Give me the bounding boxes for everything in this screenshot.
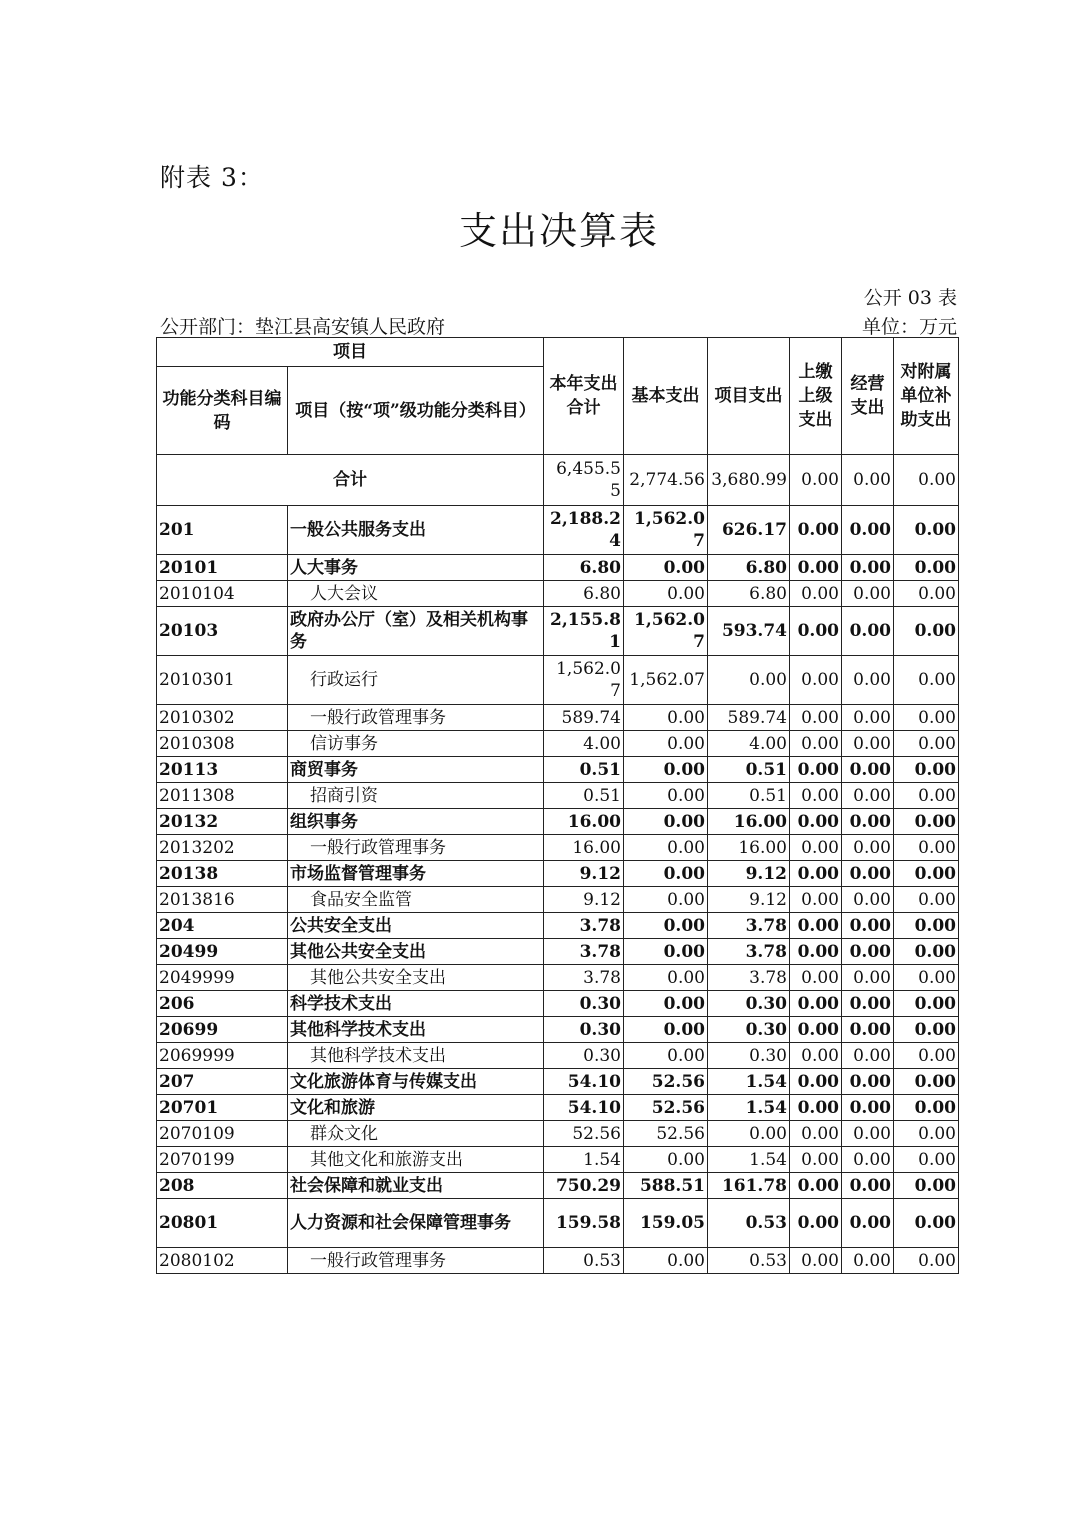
table-row <box>157 1017 959 1043</box>
table-row <box>157 506 959 555</box>
name-cell: 社会保障和就业支出 <box>288 1173 544 1199</box>
upper-cell: 0.00 <box>790 861 842 887</box>
subsidy-cell: 0.00 <box>894 705 959 731</box>
name-cell: 一般行政管理事务 <box>288 835 544 861</box>
total-cell: 16.00 <box>544 809 624 835</box>
basic-cell: 0.00 <box>624 1017 708 1043</box>
total-cell: 6,455.55 <box>544 455 624 506</box>
unit-label: 单位：万元 <box>861 316 957 338</box>
business-cell: 0.00 <box>842 607 894 656</box>
expenditure-table <box>156 337 959 1274</box>
subsidy-cell: 0.00 <box>894 455 959 506</box>
basic-cell: 0.00 <box>624 913 708 939</box>
table-row <box>157 1199 959 1248</box>
project-cell: 593.74 <box>708 607 790 656</box>
total-cell: 159.58 <box>544 1199 624 1248</box>
total-cell: 0.51 <box>544 757 624 783</box>
basic-cell: 0.00 <box>624 757 708 783</box>
business-cell: 0.00 <box>842 887 894 913</box>
total-cell: 4.00 <box>544 731 624 757</box>
upper-cell: 0.00 <box>790 1069 842 1095</box>
total-cell: 1,562.07 <box>544 656 624 705</box>
upper-cell: 0.00 <box>790 1121 842 1147</box>
name-cell: 其他公共安全支出 <box>288 965 544 991</box>
upper-cell: 0.00 <box>790 506 842 555</box>
basic-cell: 1,562.07 <box>624 506 708 555</box>
basic-cell: 0.00 <box>624 939 708 965</box>
page-title: 支出决算表 <box>458 209 659 253</box>
header-item: 项目 <box>157 338 544 367</box>
table-row <box>157 1147 959 1173</box>
subsidy-cell: 0.00 <box>894 991 959 1017</box>
project-cell: 6.80 <box>708 555 790 581</box>
subsidy-cell: 0.00 <box>894 1069 959 1095</box>
project-cell: 3.78 <box>708 913 790 939</box>
project-cell: 0.53 <box>708 1248 790 1274</box>
subsidy-cell: 0.00 <box>894 1199 959 1248</box>
table-body <box>157 455 959 1274</box>
subsidy-cell: 0.00 <box>894 939 959 965</box>
basic-cell: 1,562.07 <box>624 656 708 705</box>
subsidy-cell: 0.00 <box>894 757 959 783</box>
total-cell: 3.78 <box>544 965 624 991</box>
subsidy-cell: 0.00 <box>894 607 959 656</box>
basic-cell: 0.00 <box>624 991 708 1017</box>
upper-cell: 0.00 <box>790 455 842 506</box>
business-cell: 0.00 <box>842 939 894 965</box>
business-cell: 0.00 <box>842 656 894 705</box>
header-total: 本年支出合计 <box>544 338 624 455</box>
basic-cell: 0.00 <box>624 555 708 581</box>
code-cell: 208 <box>157 1173 288 1199</box>
table-row <box>157 1043 959 1069</box>
business-cell: 0.00 <box>842 1095 894 1121</box>
business-cell: 0.00 <box>842 861 894 887</box>
upper-cell: 0.00 <box>790 783 842 809</box>
header-code: 功能分类科目编码 <box>157 367 288 455</box>
upper-cell: 0.00 <box>790 1248 842 1274</box>
table-row <box>157 581 959 607</box>
basic-cell: 0.00 <box>624 861 708 887</box>
code-cell: 2011308 <box>157 783 288 809</box>
basic-cell: 52.56 <box>624 1121 708 1147</box>
code-cell: 2010104 <box>157 581 288 607</box>
name-cell: 公共安全支出 <box>288 913 544 939</box>
business-cell: 0.00 <box>842 455 894 506</box>
subsidy-cell: 0.00 <box>894 809 959 835</box>
header-project: 项目支出 <box>708 338 790 455</box>
name-cell: 文化和旅游 <box>288 1095 544 1121</box>
upper-cell: 0.00 <box>790 991 842 1017</box>
code-cell: 20138 <box>157 861 288 887</box>
project-cell: 0.53 <box>708 1199 790 1248</box>
basic-cell: 2,774.56 <box>624 455 708 506</box>
code-cell: 20132 <box>157 809 288 835</box>
total-cell: 2,188.24 <box>544 506 624 555</box>
upper-cell: 0.00 <box>790 1199 842 1248</box>
upper-cell: 0.00 <box>790 913 842 939</box>
name-cell: 一般公共服务支出 <box>288 506 544 555</box>
total-row <box>157 455 959 506</box>
project-cell: 3.78 <box>708 939 790 965</box>
upper-cell: 0.00 <box>790 887 842 913</box>
upper-cell: 0.00 <box>790 555 842 581</box>
total-cell: 750.29 <box>544 1173 624 1199</box>
table-row <box>157 1248 959 1274</box>
header-business: 经营支出 <box>842 338 894 455</box>
table-row <box>157 656 959 705</box>
table-row <box>157 705 959 731</box>
project-cell: 3,680.99 <box>708 455 790 506</box>
project-cell: 1.54 <box>708 1095 790 1121</box>
code-cell: 2080102 <box>157 1248 288 1274</box>
project-cell: 0.51 <box>708 783 790 809</box>
upper-cell: 0.00 <box>790 1017 842 1043</box>
code-cell: 2049999 <box>157 965 288 991</box>
business-cell: 0.00 <box>842 835 894 861</box>
basic-cell: 0.00 <box>624 1043 708 1069</box>
upper-cell: 0.00 <box>790 607 842 656</box>
subsidy-cell: 0.00 <box>894 1095 959 1121</box>
code-cell: 207 <box>157 1069 288 1095</box>
project-cell: 1.54 <box>708 1069 790 1095</box>
project-cell: 0.30 <box>708 1017 790 1043</box>
subsidy-cell: 0.00 <box>894 965 959 991</box>
business-cell: 0.00 <box>842 1043 894 1069</box>
total-cell: 54.10 <box>544 1069 624 1095</box>
table-row <box>157 809 959 835</box>
upper-cell: 0.00 <box>790 705 842 731</box>
business-cell: 0.00 <box>842 783 894 809</box>
code-cell: 20103 <box>157 607 288 656</box>
project-cell: 16.00 <box>708 809 790 835</box>
upper-cell: 0.00 <box>790 965 842 991</box>
code-cell: 2069999 <box>157 1043 288 1069</box>
subsidy-cell: 0.00 <box>894 1043 959 1069</box>
subsidy-cell: 0.00 <box>894 913 959 939</box>
project-cell: 626.17 <box>708 506 790 555</box>
name-cell: 人大事务 <box>288 555 544 581</box>
table-row <box>157 861 959 887</box>
name-cell: 一般行政管理事务 <box>288 1248 544 1274</box>
total-cell: 0.30 <box>544 991 624 1017</box>
total-cell: 0.30 <box>544 1017 624 1043</box>
subsidy-cell: 0.00 <box>894 1147 959 1173</box>
basic-cell: 52.56 <box>624 1095 708 1121</box>
name-cell: 组织事务 <box>288 809 544 835</box>
table-row <box>157 991 959 1017</box>
upper-cell: 0.00 <box>790 757 842 783</box>
basic-cell: 0.00 <box>624 1248 708 1274</box>
code-cell: 204 <box>157 913 288 939</box>
business-cell: 0.00 <box>842 913 894 939</box>
upper-cell: 0.00 <box>790 809 842 835</box>
total-cell: 2,155.81 <box>544 607 624 656</box>
total-cell: 0.51 <box>544 783 624 809</box>
project-cell: 1.54 <box>708 1147 790 1173</box>
name-cell: 政府办公厅（室）及相关机构事务 <box>288 607 544 656</box>
basic-cell: 1,562.07 <box>624 607 708 656</box>
table-row <box>157 965 959 991</box>
code-cell: 20701 <box>157 1095 288 1121</box>
form-number: 公开 03 表 <box>863 287 957 309</box>
code-cell: 2013202 <box>157 835 288 861</box>
basic-cell: 0.00 <box>624 887 708 913</box>
subsidy-cell: 0.00 <box>894 731 959 757</box>
total-cell: 3.78 <box>544 939 624 965</box>
header-name: 项目（按“项”级功能分类科目） <box>288 367 544 455</box>
subsidy-cell: 0.00 <box>894 1121 959 1147</box>
business-cell: 0.00 <box>842 991 894 1017</box>
upper-cell: 0.00 <box>790 1173 842 1199</box>
business-cell: 0.00 <box>842 1248 894 1274</box>
upper-cell: 0.00 <box>790 731 842 757</box>
name-cell: 其他科学技术支出 <box>288 1043 544 1069</box>
business-cell: 0.00 <box>842 506 894 555</box>
table-row <box>157 913 959 939</box>
code-cell: 2010301 <box>157 656 288 705</box>
code-cell: 206 <box>157 991 288 1017</box>
name-cell: 科学技术支出 <box>288 991 544 1017</box>
basic-cell: 0.00 <box>624 809 708 835</box>
business-cell: 0.00 <box>842 1017 894 1043</box>
code-cell: 20113 <box>157 757 288 783</box>
appendix-label: 附表 3： <box>160 163 264 192</box>
business-cell: 0.00 <box>842 1121 894 1147</box>
name-cell: 市场监督管理事务 <box>288 861 544 887</box>
name-cell: 文化旅游体育与传媒支出 <box>288 1069 544 1095</box>
code-cell: 2070109 <box>157 1121 288 1147</box>
department-label: 公开部门：垫江县高安镇人民政府 <box>160 316 446 338</box>
name-cell: 其他文化和旅游支出 <box>288 1147 544 1173</box>
upper-cell: 0.00 <box>790 581 842 607</box>
header-upper: 上缴上级支出 <box>790 338 842 455</box>
table-row <box>157 607 959 656</box>
subsidy-cell: 0.00 <box>894 1173 959 1199</box>
business-cell: 0.00 <box>842 1173 894 1199</box>
project-cell: 3.78 <box>708 965 790 991</box>
code-cell: 20101 <box>157 555 288 581</box>
upper-cell: 0.00 <box>790 656 842 705</box>
project-cell: 0.00 <box>708 1121 790 1147</box>
total-cell: 6.80 <box>544 581 624 607</box>
total-label: 合计 <box>157 455 544 506</box>
subsidy-cell: 0.00 <box>894 581 959 607</box>
basic-cell: 0.00 <box>624 835 708 861</box>
total-cell: 54.10 <box>544 1095 624 1121</box>
total-cell: 9.12 <box>544 887 624 913</box>
project-cell: 0.00 <box>708 656 790 705</box>
basic-cell: 0.00 <box>624 783 708 809</box>
basic-cell: 0.00 <box>624 581 708 607</box>
name-cell: 行政运行 <box>288 656 544 705</box>
subsidy-cell: 0.00 <box>894 506 959 555</box>
upper-cell: 0.00 <box>790 835 842 861</box>
business-cell: 0.00 <box>842 809 894 835</box>
subsidy-cell: 0.00 <box>894 1017 959 1043</box>
code-cell: 2010308 <box>157 731 288 757</box>
name-cell: 信访事务 <box>288 731 544 757</box>
business-cell: 0.00 <box>842 1199 894 1248</box>
table-row <box>157 1069 959 1095</box>
total-cell: 589.74 <box>544 705 624 731</box>
table-row <box>157 939 959 965</box>
subsidy-cell: 0.00 <box>894 656 959 705</box>
project-cell: 0.30 <box>708 1043 790 1069</box>
project-cell: 4.00 <box>708 731 790 757</box>
business-cell: 0.00 <box>842 1147 894 1173</box>
subsidy-cell: 0.00 <box>894 1248 959 1274</box>
project-cell: 9.12 <box>708 887 790 913</box>
name-cell: 一般行政管理事务 <box>288 705 544 731</box>
total-cell: 16.00 <box>544 835 624 861</box>
code-cell: 20801 <box>157 1199 288 1248</box>
code-cell: 20699 <box>157 1017 288 1043</box>
table-row <box>157 1095 959 1121</box>
name-cell: 招商引资 <box>288 783 544 809</box>
business-cell: 0.00 <box>842 1069 894 1095</box>
business-cell: 0.00 <box>842 731 894 757</box>
basic-cell: 588.51 <box>624 1173 708 1199</box>
name-cell: 商贸事务 <box>288 757 544 783</box>
name-cell: 其他公共安全支出 <box>288 939 544 965</box>
total-cell: 52.56 <box>544 1121 624 1147</box>
total-cell: 0.53 <box>544 1248 624 1274</box>
name-cell: 食品安全监管 <box>288 887 544 913</box>
project-cell: 6.80 <box>708 581 790 607</box>
business-cell: 0.00 <box>842 555 894 581</box>
subsidy-cell: 0.00 <box>894 783 959 809</box>
upper-cell: 0.00 <box>790 1147 842 1173</box>
total-cell: 1.54 <box>544 1147 624 1173</box>
subsidy-cell: 0.00 <box>894 887 959 913</box>
subsidy-cell: 0.00 <box>894 835 959 861</box>
total-cell: 9.12 <box>544 861 624 887</box>
header-subsidy: 对附属单位补助支出 <box>894 338 959 455</box>
business-cell: 0.00 <box>842 581 894 607</box>
code-cell: 201 <box>157 506 288 555</box>
project-cell: 16.00 <box>708 835 790 861</box>
code-cell: 20499 <box>157 939 288 965</box>
table-row <box>157 835 959 861</box>
name-cell: 人力资源和社会保障管理事务 <box>288 1199 544 1248</box>
table-row <box>157 555 959 581</box>
subsidy-cell: 0.00 <box>894 555 959 581</box>
business-cell: 0.00 <box>842 705 894 731</box>
project-cell: 589.74 <box>708 705 790 731</box>
table-row <box>157 757 959 783</box>
basic-cell: 0.00 <box>624 965 708 991</box>
business-cell: 0.00 <box>842 965 894 991</box>
project-cell: 161.78 <box>708 1173 790 1199</box>
name-cell: 人大会议 <box>288 581 544 607</box>
total-cell: 6.80 <box>544 555 624 581</box>
project-cell: 0.30 <box>708 991 790 1017</box>
name-cell: 群众文化 <box>288 1121 544 1147</box>
table-row <box>157 731 959 757</box>
upper-cell: 0.00 <box>790 1095 842 1121</box>
basic-cell: 0.00 <box>624 1147 708 1173</box>
code-cell: 2010302 <box>157 705 288 731</box>
total-cell: 0.30 <box>544 1043 624 1069</box>
project-cell: 9.12 <box>708 861 790 887</box>
subsidy-cell: 0.00 <box>894 861 959 887</box>
table-row <box>157 1121 959 1147</box>
table-row <box>157 1173 959 1199</box>
code-cell: 2070199 <box>157 1147 288 1173</box>
upper-cell: 0.00 <box>790 1043 842 1069</box>
basic-cell: 0.00 <box>624 731 708 757</box>
basic-cell: 159.05 <box>624 1199 708 1248</box>
project-cell: 0.51 <box>708 757 790 783</box>
code-cell: 2013816 <box>157 887 288 913</box>
table-row <box>157 783 959 809</box>
header-basic: 基本支出 <box>624 338 708 455</box>
basic-cell: 0.00 <box>624 705 708 731</box>
total-cell: 3.78 <box>544 913 624 939</box>
name-cell: 其他科学技术支出 <box>288 1017 544 1043</box>
upper-cell: 0.00 <box>790 939 842 965</box>
basic-cell: 52.56 <box>624 1069 708 1095</box>
table-row <box>157 887 959 913</box>
business-cell: 0.00 <box>842 757 894 783</box>
